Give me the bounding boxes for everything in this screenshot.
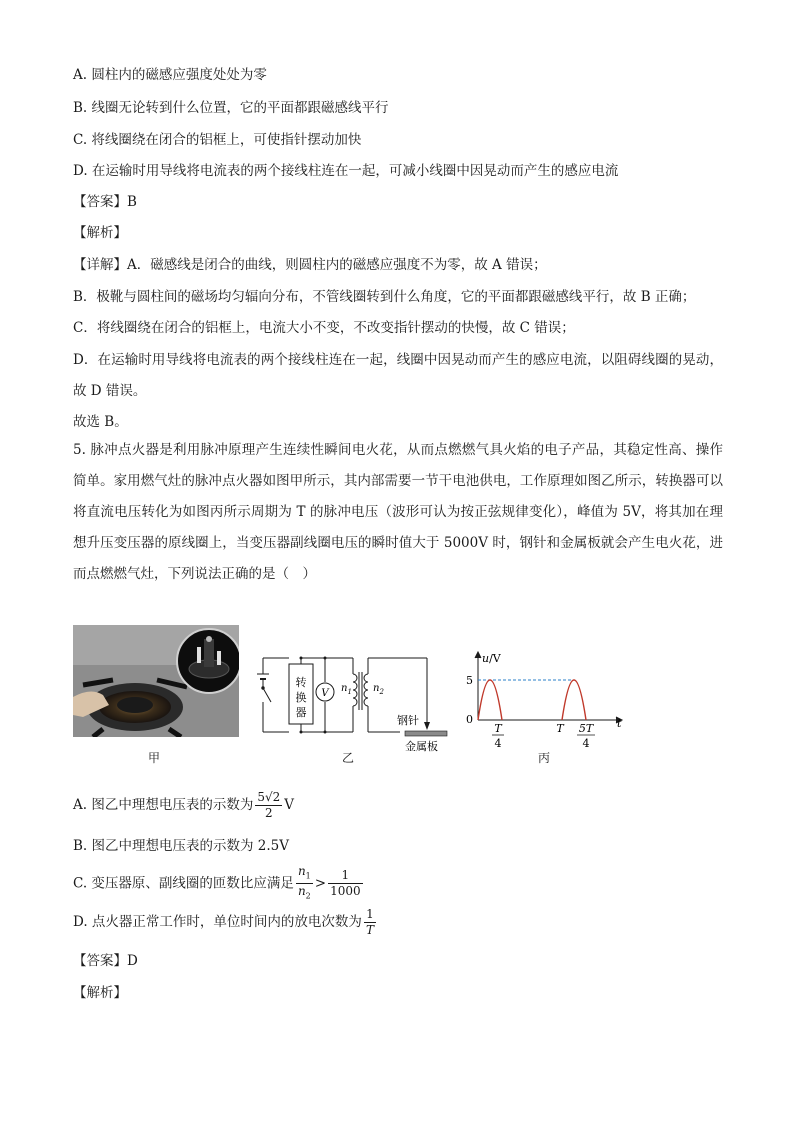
y-axis-unit: /V [489, 652, 501, 665]
caption-yi: 乙 [342, 751, 355, 765]
tick-t4-num: T [494, 722, 502, 735]
q5-option-a-text: A. 图乙中理想电压表的示数为 [73, 797, 254, 813]
detail-a: 【详解】A．磁感线是闭合的曲线，则圆柱内的磁感应强度不为零，故 A 错误； [73, 257, 547, 273]
q5-option-a [73, 788, 294, 822]
q5-option-d [73, 905, 378, 939]
tick-5t4-den: 4 [582, 737, 590, 750]
tick-t4-den: 4 [494, 737, 502, 750]
option-d: D. 在运输时用导线将电流表的两个接线柱连在一起，可减小线圈中因晃动而产生的感应电流 [73, 163, 619, 179]
caption-bing: 丙 [538, 751, 551, 765]
detail-b: B．极靴与圆柱间的磁场均匀辐向分布，不管线圈转到什么角度，它的平面都跟磁感线平行，故 B 正确； [73, 289, 696, 305]
svg-text:u/V [482, 652, 502, 665]
voltmeter-label: V [321, 688, 329, 699]
q5-answer: 【答案】D [73, 953, 138, 969]
option-b: B. 线圈无论转到什么位置，它的平面都跟磁感线平行 [73, 100, 389, 116]
option-a: A. 圆柱内的磁感应强度处处为零 [73, 67, 267, 83]
analysis-title: 【解析】 [73, 225, 127, 241]
n2-label: n [373, 683, 380, 694]
q5-option-a-unit: V [284, 797, 295, 813]
q5-option-d-text: D. 点火器正常工作时，单位时间内的放电次数为 [73, 914, 362, 930]
n2-sub: 2 [379, 688, 384, 696]
plate-label: 金属板 [405, 740, 438, 753]
question-5-stem: 5. 脉冲点火器是利用脉冲原理产生连续性瞬间电火花，从而点燃燃气具火焰的电子产品，其稳定性高、操作简单。家用燃气灶的脉冲点火器如图甲所示，其内部需要一节干电池供电，工作原理如图乙所示，转换器可以将直流电压转化为如图丙所示周期为 T 的脉冲电压（波形可认为按正弦规律变化），峰值为 5V，将其加在理想升压变压器的原线圈上，当变压器副线圈电压的瞬时值大于 5000V 时，钢针和金属板就会产生电火花，进而点燃燃气灶，下列说法正确的是（ ） [73, 442, 723, 582]
fraction-1-over-1000: $\frac{1}{1000}$ [330, 868, 361, 899]
needle-label: 钢针 [397, 714, 419, 727]
converter-label-3: 器 [295, 706, 307, 719]
figure-yi-circuit [255, 650, 455, 760]
fraction-5root2-over-2: $\frac{5√2}{2}$ [257, 790, 281, 820]
y-axis-u: u [482, 652, 490, 665]
fraction-n1-over-n2: $\frac{n_1}{n_2}$ [297, 864, 311, 901]
svg-text:n1 [341, 683, 352, 696]
detail-c: C．将线圈绕在闭合的铝框上，电流大小不变，不改变指针摆动的快慢，故 C 错误； [73, 320, 575, 336]
conclusion: 故选 B。 [73, 414, 128, 430]
q5-option-c-relation: > [314, 875, 327, 892]
q5-analysis-title: 【解析】 [73, 985, 127, 1001]
q5-option-b: B. 图乙中理想电压表的示数为 2.5V [73, 838, 290, 854]
caption-jia: 甲 [148, 751, 161, 765]
svg-text:n2 [373, 683, 384, 696]
option-c: C. 将线圈绕在闭合的铝框上，可使指针摆动加快 [73, 132, 362, 148]
q5-option-c [73, 864, 365, 904]
origin-label: 0 [466, 713, 473, 726]
figure-bing-graph [460, 650, 630, 760]
figure-jia-photo [73, 625, 239, 737]
tick-5t4-num: 5T [578, 722, 594, 735]
tick-t: T [556, 722, 564, 735]
converter-label-1: 转 [295, 676, 307, 689]
peak-label: 5 [466, 674, 473, 687]
n1-sub: 1 [347, 688, 352, 696]
fraction-1-over-t: $\frac{1}{T}$ [365, 907, 374, 937]
answer: 【答案】B [73, 194, 137, 210]
x-axis-t: t [617, 717, 622, 730]
q5-option-c-text: C. 变压器原、副线圈的匝数比应满足 [73, 875, 294, 892]
converter-label-2: 换 [295, 691, 307, 704]
detail-d: D．在运输时用导线将电流表的两个接线柱连在一起，线圈中因晃动而产生的感应电流，以阻碍线圈的晃动，故 D 错误。 [73, 352, 723, 399]
n1-label: n [341, 683, 348, 694]
